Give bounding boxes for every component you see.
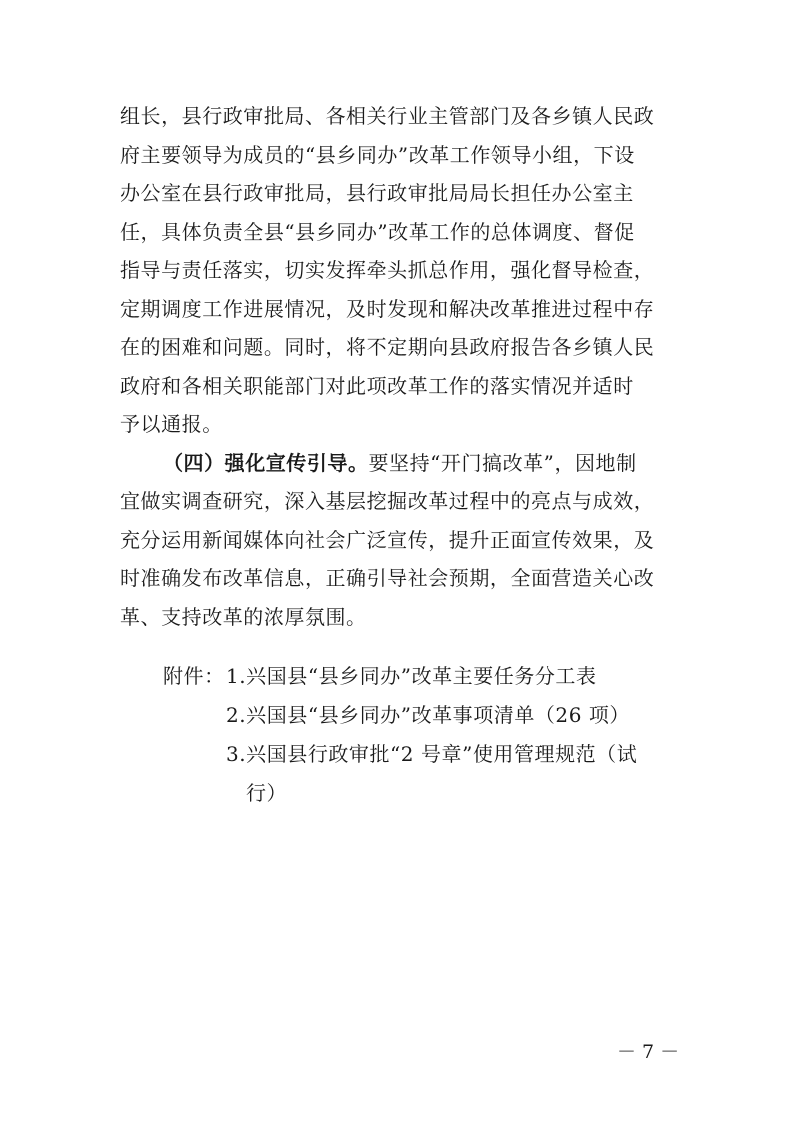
attachment-item-1 — [120, 657, 700, 696]
attachment-item-3 — [120, 735, 700, 774]
body-line-8: 政府和各相关职能部门对此项改革工作的落实情况并适时 — [120, 373, 634, 398]
body-line-6: 定期调度工作进展情况，及时发现和解决改革推进过程中存 — [120, 296, 655, 321]
attachment-item-3-continuation: 行） — [246, 781, 288, 805]
section4-heading: （四）强化宣传引导。 — [163, 450, 369, 475]
body-line-4: 任，具体负责全县“县乡同办”改革工作的总体调度、督促 — [120, 219, 635, 244]
attachment-item-1-text: 1.兴国县“县乡同办”改革主要任务分工表 — [226, 664, 597, 688]
section4-line-3: 充分运用新闻媒体向社会广泛宣传，提升正面宣传效果，及 — [120, 527, 655, 552]
body-line-7: 在的困难和问题。同时，将不定期向县政府报告各乡镇人民 — [120, 335, 655, 359]
body-line-2: 府主要领导为成员的“县乡同办”改革工作领导小组，下设 — [120, 142, 635, 167]
body-line-3: 办公室在县行政审批局，县行政审批局局长担任办公室主 — [120, 181, 634, 205]
section4-line-4: 时准确发布改革信息，正确引导社会预期，全面营造关心改 — [120, 566, 655, 590]
attachments-label: 附件： — [163, 664, 225, 688]
section4-line-5: 革、支持改革的浓厚氛围。 — [120, 604, 367, 629]
section4-first-line — [120, 444, 680, 483]
body-paragraphs — [120, 97, 680, 636]
attachment-item-2-text: 2.兴国县“县乡同办”改革事项清单（26 项） — [226, 703, 630, 727]
page-number: － 7 － — [617, 1041, 680, 1063]
body-line-1: 组长，县行政审批局、各相关行业主管部门及各乡镇人民政 — [120, 104, 655, 128]
section4-first-line-text: 要坚持“开门搞改革”，因地制 — [368, 450, 637, 475]
attachments-list — [120, 657, 700, 813]
section4-line-2: 宜做实调查研究，深入基层挖掘改革过程中的亮点与成效， — [120, 489, 655, 513]
attachment-item-3-text: 3.兴国县行政审批“2 号章”使用管理规范（试 — [226, 742, 638, 766]
body-line-9: 予以通报。 — [120, 412, 223, 436]
attachment-item-2 — [120, 696, 700, 735]
body-line-5: 指导与责任落实，切实发挥牵头抓总作用，强化督导检查， — [120, 258, 655, 282]
